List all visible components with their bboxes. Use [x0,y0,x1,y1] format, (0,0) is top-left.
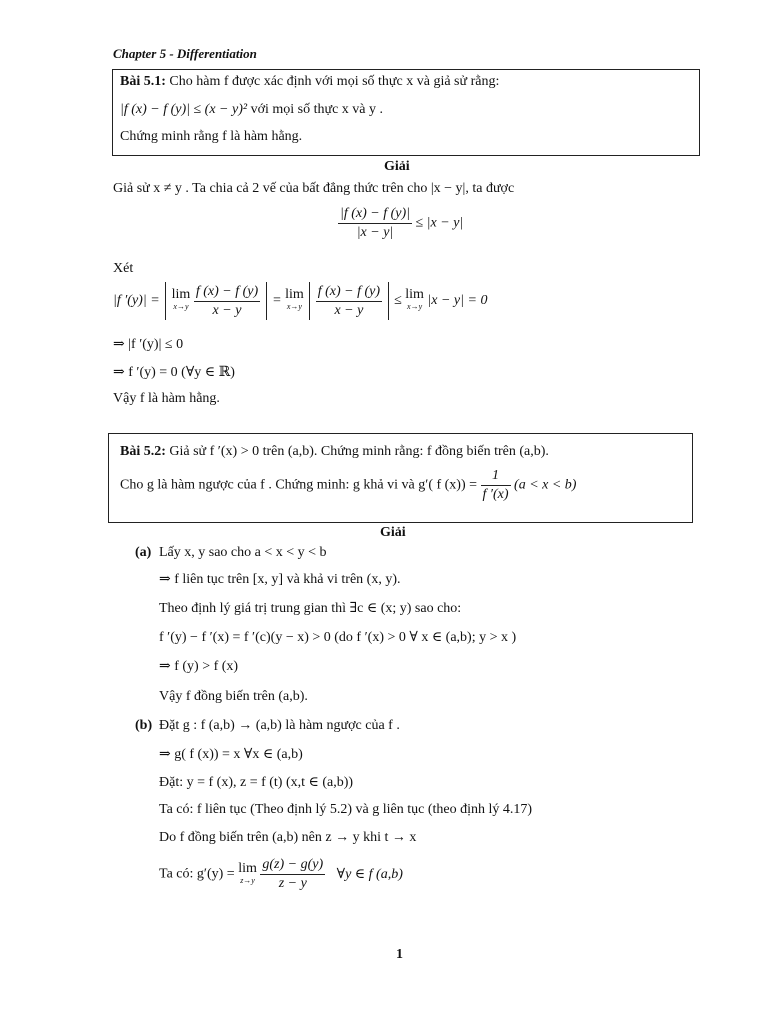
inequality-math: |f (x) − f (y)| ≤ (x − y)² [120,102,248,117]
part-b-line1: Đặt g : f (a,b) → (a,b) là hàm ngược của f . [159,718,400,733]
derivative-limit-line: |f ′(y)| = lim x→y $\frac{f (x) - f (y)}{x - y}$ = lim x→y $\frac{f (x) - f (y)}{x - y}$ ≤ lim x→y |x − y| = 0 [113,282,487,320]
exercise-5-2-line2: Cho g là hàm ngược của f . Chứng minh: g khả vi và g′( f (x)) = $\frac{1}{f '(x)}$ (a < x < b) [120,468,577,502]
exercise-5-1-box [112,69,700,156]
divided-inequality: $\frac{|f (x) - f (y)|}{|x - y|}$ ≤ |x − y| [340,206,464,240]
part-a-line6: Vậy f đồng biến trên (a,b). [159,689,308,704]
part-a-line5: ⇒ f (y) > f (x) [159,659,239,674]
chapter-header: Chapter 5 - Differentiation [113,46,257,61]
solution-heading: Giải [380,525,406,540]
part-a-label: (a) [135,545,152,560]
part-a-line1: Lấy x, y sao cho a < x < y < b [159,545,327,560]
part-b-line3: Đặt: y = f (x), z = f (t) (x,t ∈ (a,b)) [159,775,354,790]
page-number: 1 [396,947,403,962]
implication-2: ⇒ f ′(y) = 0 (∀y ∈ ℝ) [113,365,235,380]
xet-label: Xét [113,261,134,276]
part-a-line2: ⇒ f liên tục trên [x, y] và khả vi trên (x, y). [159,572,401,587]
part-a-line3: Theo định lý giá trị trung gian thì ∃c ∈ (x; y) sao cho: [159,601,462,616]
part-a-line4: f ′(y) − f ′(x) = f ′(c)(y − x) > 0 (do f ′(x) > 0 ∀ x ∈ (a,b); y > x ) [159,630,517,645]
conclusion-5-1: Vậy f là hàm hằng. [113,391,220,406]
solution-intro: Giả sử x ≠ y . Ta chia cả 2 vế của bất đẳng thức trên cho |x − y|, ta được [113,181,515,196]
part-b-label: (b) [135,718,153,733]
exercise-5-1-line1: Bài 5.1: Cho hàm f được xác định với mọi số thực x và giả sử rằng: [120,74,500,89]
solution-heading: Giải [384,159,410,174]
part-b-line2: ⇒ g( f (x)) = x ∀x ∈ (a,b) [159,747,303,762]
exercise-5-2-box [108,433,693,523]
exercise-5-2-line1: Bài 5.2: Giả sử f ′(x) > 0 trên (a,b). Chứng minh rằng: f đồng biến trên (a,b). [120,444,549,459]
exercise-label: Bài 5.1: [120,74,166,89]
part-b-line6: Ta có: g′(y) = lim z→y $\frac{g(z) - g(y)}{z - y}$ ∀y ∈ f (a,b) [159,857,403,891]
exercise-label: Bài 5.2: [120,444,166,459]
exercise-5-1-line2: |f (x) − f (y)| ≤ (x − y)² với mọi số thực x và y . [120,102,384,117]
part-b-line5: Do f đồng biến trên (a,b) nên z → y khi t → x [159,830,417,845]
part-b-line4: Ta có: f liên tục (Theo định lý 5.2) và g liên tục (theo định lý 4.17) [159,802,533,817]
exercise-5-1-line3: Chứng minh rằng f là hàm hằng. [120,129,303,144]
implication-1: ⇒ |f ′(y)| ≤ 0 [113,337,184,352]
